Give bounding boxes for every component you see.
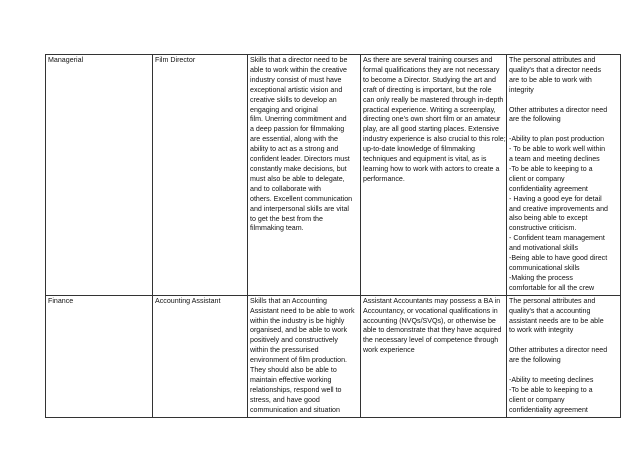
cell-text-line: -Making the process xyxy=(509,273,573,282)
cell-text-line: are to be able to work with xyxy=(509,75,592,84)
cell-text-line: a deep passion for filmmaking xyxy=(250,125,345,134)
cell-text-line: They should also be able to xyxy=(250,366,337,375)
cell-text-line: techniques and equipment is vital, as is xyxy=(363,155,487,164)
cell-text-line: able to demonstrate that they have acquired xyxy=(363,326,502,335)
skills-cell xyxy=(248,55,361,296)
cell-text-line: - Having a good eye for detail xyxy=(509,194,602,203)
cell-text-line: engaging and original xyxy=(250,105,318,114)
cell-text-line: client or company xyxy=(509,395,565,404)
attributes-cell xyxy=(507,55,621,296)
cell-text-line: to get the best from the xyxy=(250,214,323,223)
cell-text-line: creative skills to develop an xyxy=(250,95,337,104)
role-text: Film Director xyxy=(155,56,196,64)
cell-text-line: and to collaborate with xyxy=(250,184,321,193)
cell-text-line: -To be able to keeping to a xyxy=(509,385,593,394)
cell-text-line xyxy=(509,366,618,376)
table-row xyxy=(46,55,621,296)
cell-text-line: -To be able to keeping to a xyxy=(509,164,593,173)
cell-text-line: comfortable for all the crew xyxy=(509,283,595,292)
cell-text-line: to become a Director. Studying the art and xyxy=(363,75,496,84)
cell-text-line: directing one's own short film or an amateur xyxy=(363,115,501,124)
cell-text-line: environment of film production. xyxy=(250,356,347,365)
cell-text-line: organised, and be able to work xyxy=(250,326,348,335)
cell-text-line: -Being able to have good direct xyxy=(509,254,608,263)
role-text: Accounting Assistant xyxy=(155,296,221,305)
cell-text-line: craft of directing is important, but the role xyxy=(363,85,492,94)
cell-text-line: and creative improvements and xyxy=(509,204,608,213)
cell-text-line: to work with integrity xyxy=(509,326,574,335)
cell-text-line: practical experience. Writing a screenplay, xyxy=(363,105,496,114)
table-row xyxy=(46,295,621,417)
cell-text-line: - To be able to work well within xyxy=(509,145,606,154)
cell-text-line: positively and constructively xyxy=(250,336,338,345)
cell-text-line: confidentiality agreement xyxy=(509,405,588,414)
cell-text-line: Assistant Accountants may possess a BA in xyxy=(363,296,501,305)
cell-text-line: work experience xyxy=(363,346,415,355)
cell-text-line: Assistant need to be able to work xyxy=(250,306,355,315)
cell-text-line: The personal attributes and xyxy=(509,56,596,64)
cell-text-line: assistant needs are to be able xyxy=(509,316,604,325)
cell-text-line: constructive criticism. xyxy=(509,224,577,233)
cell-text-line: maintain effective working xyxy=(250,375,332,384)
cell-text-line: - Confident team management xyxy=(509,234,605,243)
cell-text-line: relationships, respond well to xyxy=(250,385,342,394)
role-cell xyxy=(153,295,248,417)
cell-text-line: up-to-date knowledge of filmmaking xyxy=(363,145,475,154)
cell-text-line: filmmaking team. xyxy=(250,224,304,233)
cell-text-line: and interpersonal skills are vital xyxy=(250,204,349,213)
skills-cell xyxy=(248,295,361,417)
cell-text-line: must also be able to delegate, xyxy=(250,174,345,183)
cell-text-line: film. Unerring commitment and xyxy=(250,115,347,124)
cell-text-line: stress, and have good xyxy=(250,395,320,404)
qualifications-cell xyxy=(361,295,507,417)
cell-text-line xyxy=(509,96,618,106)
job-roles-table xyxy=(45,54,621,418)
cell-text-line: client or company xyxy=(509,174,565,183)
cell-text-line: Other attributes a director need xyxy=(509,346,608,355)
area-cell xyxy=(46,295,153,417)
cell-text-line: communicational skills xyxy=(509,264,580,272)
cell-text-line: are the following xyxy=(509,356,561,365)
cell-text-line: The personal attributes and xyxy=(509,296,596,305)
cell-text-line: are essential, along with the xyxy=(250,135,338,144)
cell-text-line: quality's that a director needs xyxy=(509,65,602,74)
area-text: Managerial xyxy=(48,56,84,64)
area-text: Finance xyxy=(48,296,74,305)
cell-text-line: Other attributes a director need xyxy=(509,105,608,114)
cell-text-line: confident leader. Directors must xyxy=(250,155,350,164)
cell-text-line: learning how to work with actors to create a xyxy=(363,164,500,173)
cell-text-line: industry experience is also crucial to this role; xyxy=(363,135,506,144)
cell-text-line: -Ability to meeting declines xyxy=(509,375,594,384)
cell-text-line: also being able to except xyxy=(509,214,588,223)
cell-text-line: ability to act as a strong and xyxy=(250,145,339,154)
cell-text-line: play, are all good starting places. Extensive xyxy=(363,125,499,134)
cell-text-line: able to work within the creative xyxy=(250,65,347,74)
cell-text-line: Skills that a director need to be xyxy=(250,56,348,64)
cell-text-line: the necessary level of competence through xyxy=(363,336,499,345)
role-cell xyxy=(153,55,248,296)
cell-text-line xyxy=(509,336,618,346)
cell-text-line: Accountancy, or vocational qualifications in xyxy=(363,306,498,315)
cell-text-line: formal qualifications they are not necessary xyxy=(363,65,500,74)
cell-text-line: -Ability to plan post production xyxy=(509,135,605,144)
cell-text-line: within the industry is be highly xyxy=(250,316,345,325)
attributes-cell xyxy=(507,295,621,417)
cell-text-line: As there are several training courses and xyxy=(363,56,493,64)
cell-text-line: exceptional artistic vision and xyxy=(250,85,343,94)
cell-text-line: constantly make decisions, but xyxy=(250,164,347,173)
cell-text-line: quality's that a accounting xyxy=(509,306,591,315)
cell-text-line: accounting (NVQs/SVQs), or otherwise be xyxy=(363,316,496,325)
cell-text-line: Skills that an Accounting xyxy=(250,296,327,305)
qualifications-cell xyxy=(361,55,507,296)
cell-text-line: integrity xyxy=(509,85,534,94)
cell-text-line: performance. xyxy=(363,174,405,183)
cell-text-line: communication and situation xyxy=(250,405,340,414)
cell-text-line: confidentiality agreement xyxy=(509,184,588,193)
cell-text-line: and motivational skills xyxy=(509,244,578,253)
area-cell xyxy=(46,55,153,296)
cell-text-line: can only really be mastered through in-depth xyxy=(363,95,504,104)
cell-text-line: a team and meeting declines xyxy=(509,155,600,164)
cell-text-line: industry consist of must have xyxy=(250,75,342,84)
cell-text-line xyxy=(509,125,618,135)
cell-text-line: others. Excellent communication xyxy=(250,194,353,203)
cell-text-line: are the following xyxy=(509,115,561,124)
cell-text-line: within the pressurised xyxy=(250,346,319,355)
